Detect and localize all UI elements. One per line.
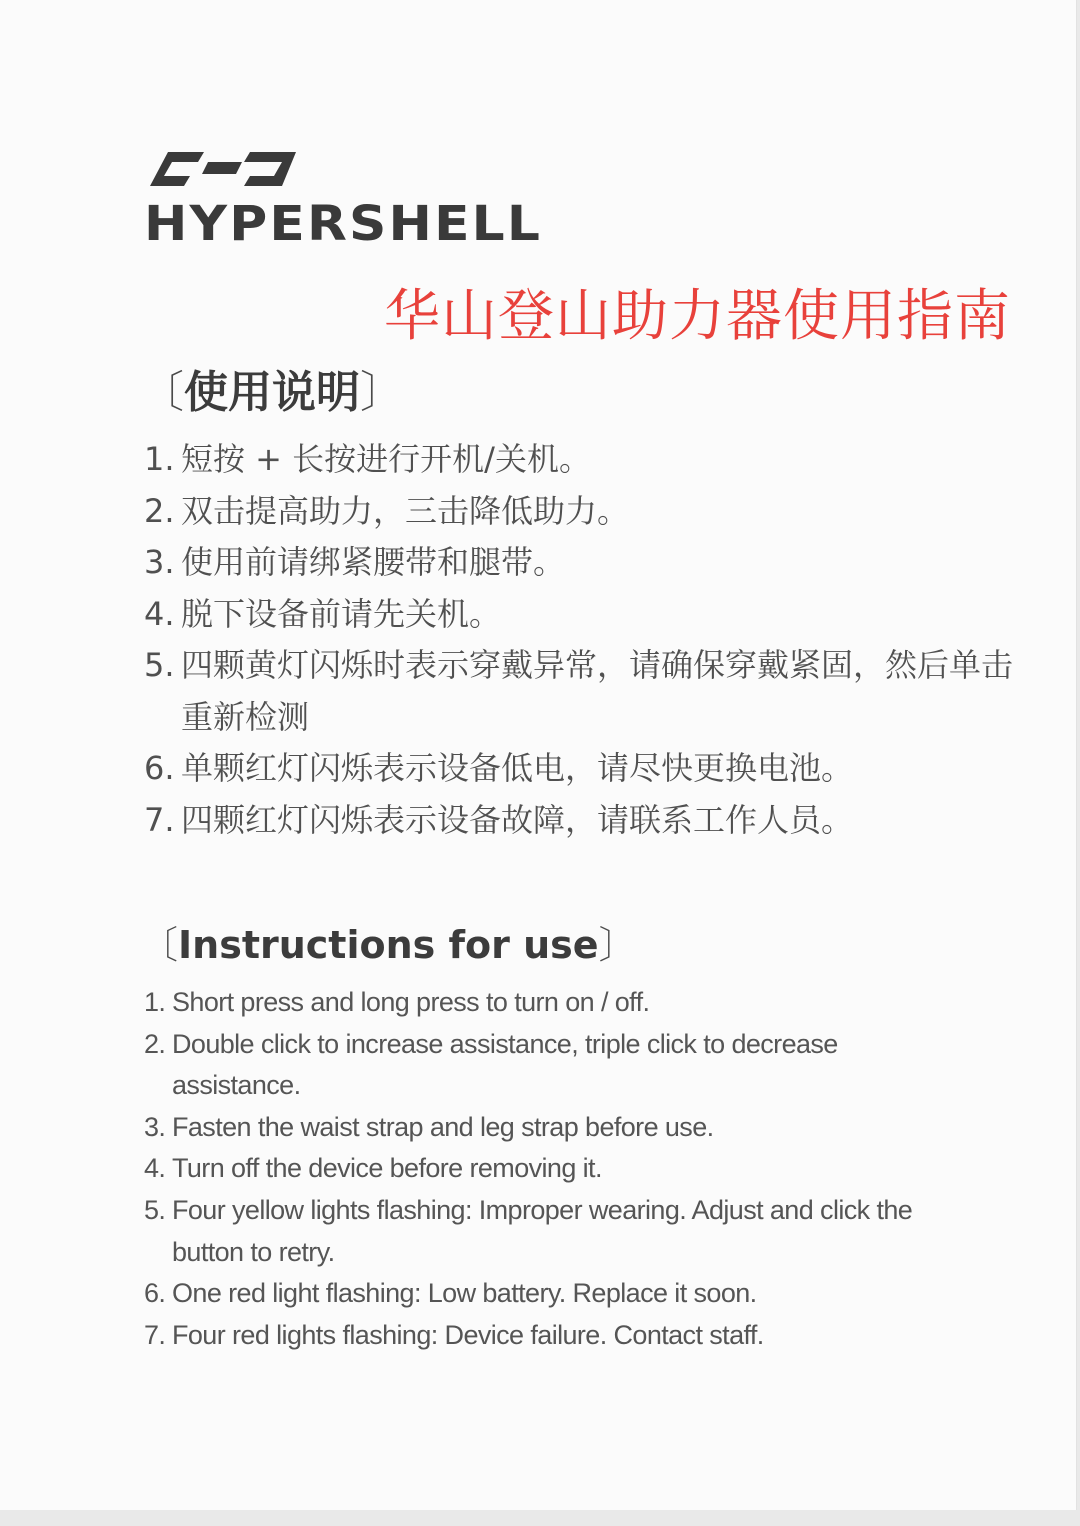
brand-name: HYPERSHELL [144, 196, 543, 252]
cn-list-item: 4. 脱下设备前请先关机。 [144, 594, 502, 633]
en-list-item: 3. Fasten the waist strap and leg strap before use. [144, 1111, 714, 1142]
en-section-title [140, 914, 637, 969]
cn-list-item: 3. 使用前请绑紧腰带和腿带。 [144, 543, 566, 581]
guide-title: 华山登山助力器使用指南 [384, 284, 1011, 349]
right-bracket: 〕 [598, 923, 637, 967]
left-bracket: 〔 [140, 367, 184, 418]
hypershell-logo-mark-icon [146, 150, 298, 188]
cn-list-item: 6. 单颗红灯闪烁表示设备低电，请尽快更换电池。 [144, 749, 854, 787]
en-list-item: 4. Turn off the device before removing it. [144, 1153, 602, 1184]
en-list-item: 5. Four yellow lights flashing: Improper wearing. Adjust and click the button to retry. [144, 1194, 913, 1267]
en-list-item: 6. One red light flashing: Low battery. Replace it soon. [144, 1278, 757, 1309]
en-list-item: 7. Four red lights flashing: Device failure. Contact staff. [144, 1319, 764, 1350]
cn-list-item: 2. 双击提高助力，三击降低助力。 [144, 491, 630, 530]
left-bracket: 〔 [140, 923, 179, 967]
cn-list-item: 1. 短按 + 长按进行开机/关机。 [144, 440, 591, 478]
cn-list-item: 7. 四颗红灯闪烁表示设备故障，请联系工作人员。 [144, 800, 854, 839]
cn-section-title [140, 356, 404, 420]
en-section-title-text: Instructions for use [178, 923, 599, 967]
en-list-item: 2. Double click to increase assistance, triple click to decrease assistance. [144, 1028, 838, 1101]
cn-instruction-list [144, 434, 1024, 846]
en-instruction-list [144, 982, 944, 1356]
cn-list-item: 5. 四颗黄灯闪烁时表示穿戴异常，请确保穿戴紧固，然后单击重新检测 [144, 646, 1014, 736]
cn-section-title-text: 使用说明 [184, 367, 360, 418]
en-list-item: 1. Short press and long press to turn on / off. [144, 987, 650, 1017]
right-bracket: 〕 [360, 367, 404, 418]
